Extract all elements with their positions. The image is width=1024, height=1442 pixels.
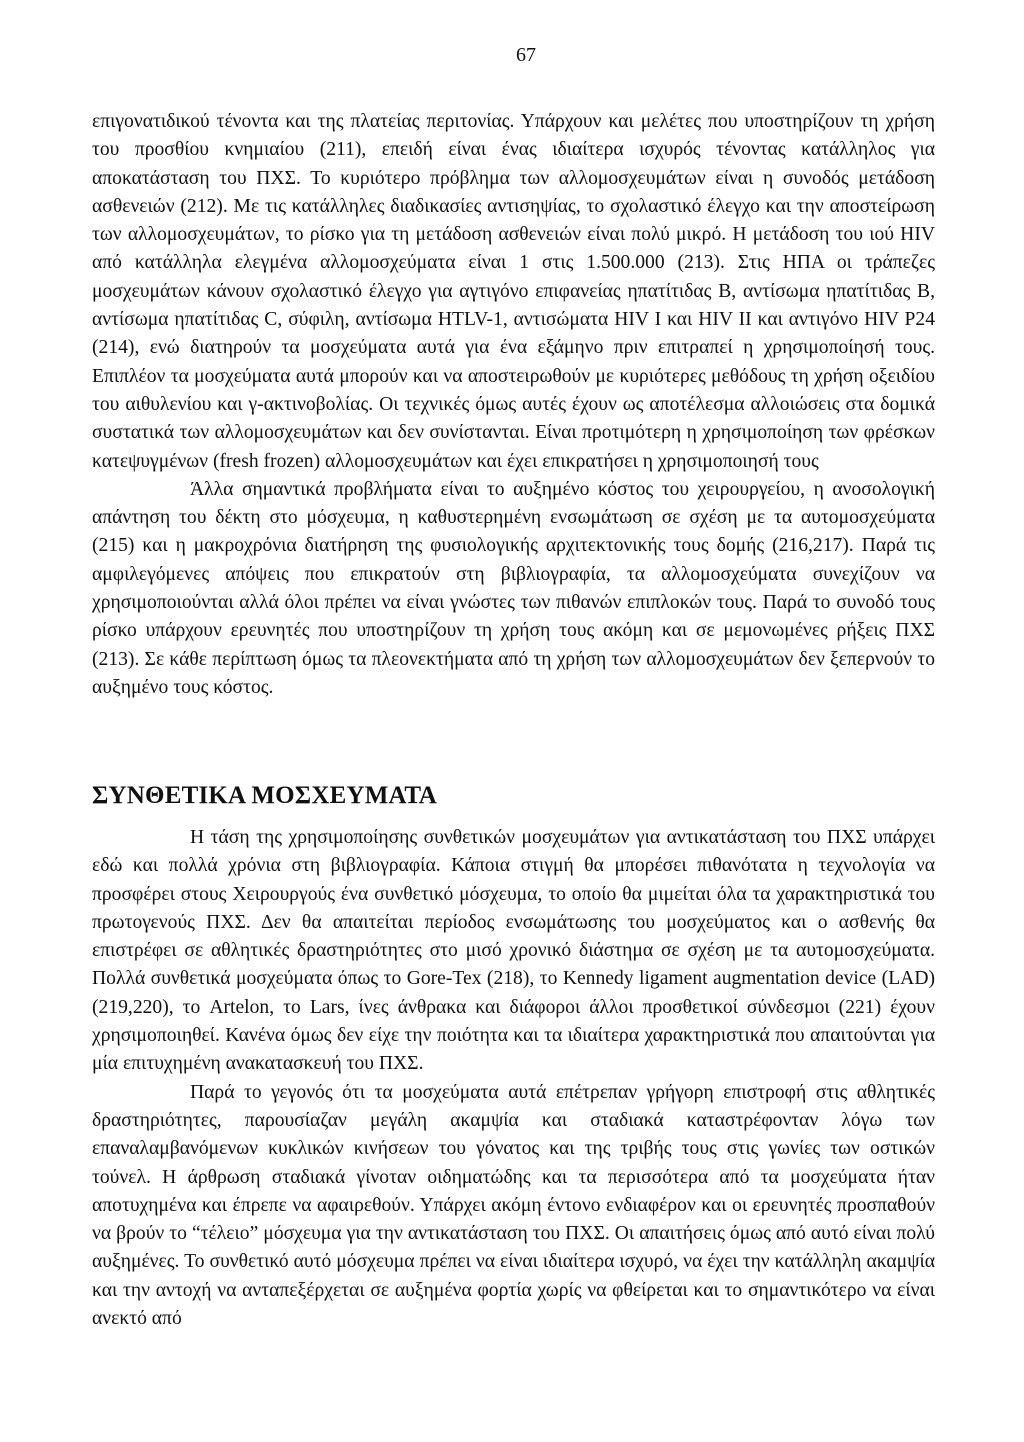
problems-paragraph: Άλλα σημαντικά προβλήματα είναι το αυξημένο κόστος του χειρουργείου, η ανοσολογική απάντηση του δέκτη στο μόσχευμα, η καθυστερημένη ενσωμάτωση σε σχέση με τα αυτομοσχεύματα (215) και η μακροχρόνια διατήρηση της φυσιολογικής αρχιτεκτονικής τους δομής (216,217). Παρά τις αμφιλεγόμενες απόψεις που επικρατούν στη βιβλιογραφία, τα αλλομοσχεύματα συνεχίζουν να χρησιμοποιούνται αλλά όλοι πρέπει να είναι γνώστες των πιθανών επιπλοκών τους. Παρά το συνοδό τους ρίσκο υπάρχουν ερευνητές που υποστηρίζουν τη χρήση τους ακόμη και σε μεμονωμένες ρήξεις ΠΧΣ (213). Σε κάθε περίπτωση όμως τα πλεονεκτήματα από τη χρήση των αλλομοσχευμάτων δεν ξεπερνούν το αυξημένο τους κόστος. xyxy=(92,478,935,698)
synthetic-paragraph-1: Η τάση της χρησιμοποίησης συνθετικών μοσχευμάτων για αντικατάσταση του ΠΧΣ υπάρχει εδώ και πολλά χρόνια στη βιβλιογραφία. Κάποια στιγμή θα μπορέσει πιθανότατα η τεχνολογία να προσφέρει στους Χειρουργούς ένα συνθετικό μόσχευμα, το οποίο θα μιμείται όλα τα χαρακτηριστικά του πρωτογενούς ΠΧΣ. Δεν θα απαιτείται περίοδος ενσωμάτωσης του μοσχεύματος και ο ασθενής θα επιστρέφει σε αθλητικές δραστηριότητες στο μισό χρονικό διάστημα σε σχέση με τα αυτομοσχεύματα. Πολλά συνθετικά μοσχεύματα όπως το Gore-Tex (218), το Kennedy ligament augmentation device (LAD) (219,220), το Artelon, το Lars, ίνες άνθρακα και διάφοροι άλλοι προσθετικοί σύνδεσμοι (221) έχουν χρησιμοποιηθεί. Κανένα όμως δεν είχε την ποιότητα και τα ιδιαίτερα χαρακτηριστικά που απαιτούνται για μία επιτυχημένη ανακατασκευή του ΠΧΣ. xyxy=(92,827,935,1075)
synthetic-text-block xyxy=(92,824,935,1333)
intro-paragraph: επιγονατιδικού τένοντα και της πλατείας περιτονίας. Υπάρχουν και μελέτες που υποστηρίζουν τη χρήση του προσθίου κνημιαίου (211), επειδή είναι ένας ιδιαίτερα ισχυρός τένοντας κατάλληλος για αποκατάσταση του ΠΧΣ. Το κυριότερο πρόβλημα των αλλομοσχευμάτων είναι η συνοδός μετάδοση ασθενειών (212). Με τις κατάλληλες διαδικασίες αντισηψίας, το σχολαστικό έλεγχο και την αποστείρωση των αλλομοσχευμάτων, το ρίσκο για τη μετάδοση ασθενειών είναι πολύ μικρό. Η μετάδοση του ιού HIV από κατάλληλα ελεγμένα αλλομοσχεύματα είναι 1 στις 1.500.000 (213). Στις ΗΠΑ οι τράπεζες μοσχευμάτων κάνουν σχολαστικό έλεγχο για αγτιγόνο επιφανείας ηπατίτιδας Β, αντίσωμα ηπατίτιδας Β, αντίσωμα ηπατίτιδας C, σύφιλη, αντίσωμα HTLV-1, αντισώματα HIV I και HIV II και αντιγόνο HIV P24 (214), ενώ διατηρούν τα μοσχεύματα αυτά για ένα εξάμηνο πριν επιτραπεί η χρησιμοποίησή τους. Επιπλέον τα μοσχεύματα αυτά μπορούν και να αποστειρωθούν με κυριότερες μεθόδους τη χρήση οξειδίου του αιθυλενίου και γ-ακτινοβολίας. Οι τεχνικές όμως αυτές έχουν ως αποτέλεσμα αλλοιώσεις στα δομικά συστατικά των αλλομοσχευμάτων και δεν συνίστανται. Είναι προτιμότερη η χρησιμοποίηση των φρέσκων κατεψυγμένων (fresh frozen) αλλομοσχευμάτων και έχει επικρατήσει η χρησιμοποιησή τους xyxy=(92,111,935,472)
synthetic-paragraph-2: Παρά το γεγονός ότι τα μοσχεύματα αυτά επέτρεπαν γρήγορη επιστροφή στις αθλητικές δραστηριότητες, παρουσίαζαν μεγάλη ακαμψία και σταδιακά καταστρέφονταν λόγω των επαναλαμβανόμενων κυκλικών κινήσεων του γόνατος και της τριβής τους στις γωνίες των οστικών τούνελ. Η άρθρωση σταδιακά γίνοταν οιδηματώδης και τα περισσότερα από τα μοσχεύματα ήταν αποτυχημένα και έπρεπε να αφαιρεθούν. Υπάρχει ακόμη έντονο ενδιαφέρον και οι ερευνητές προσπαθούν να βρούν το “τέλειο” μόσχευμα για την αντικατάσταση του ΠΧΣ. Οι απαιτήσεις όμως από αυτό είναι πολύ αυξημένες. Το συνθετικό αυτό μόσχευμα πρέπει να είναι ιδιαίτερα ισχυρό, να έχει την κατάλληλη ακαμψία και την αντοχή να ανταπεξέρχεται σε αυξημένα φορτία χωρίς να φθείρεται και το σημαντικότερο να είναι ανεκτό από xyxy=(92,1081,935,1330)
allograft-text-block xyxy=(92,108,935,702)
section-heading-synthetic-grafts: ΣΥΝΘΕΤΙΚΑ ΜΟΣΧΕΥΜΑΤΑ xyxy=(92,782,438,809)
page-number: 67 xyxy=(516,44,536,66)
